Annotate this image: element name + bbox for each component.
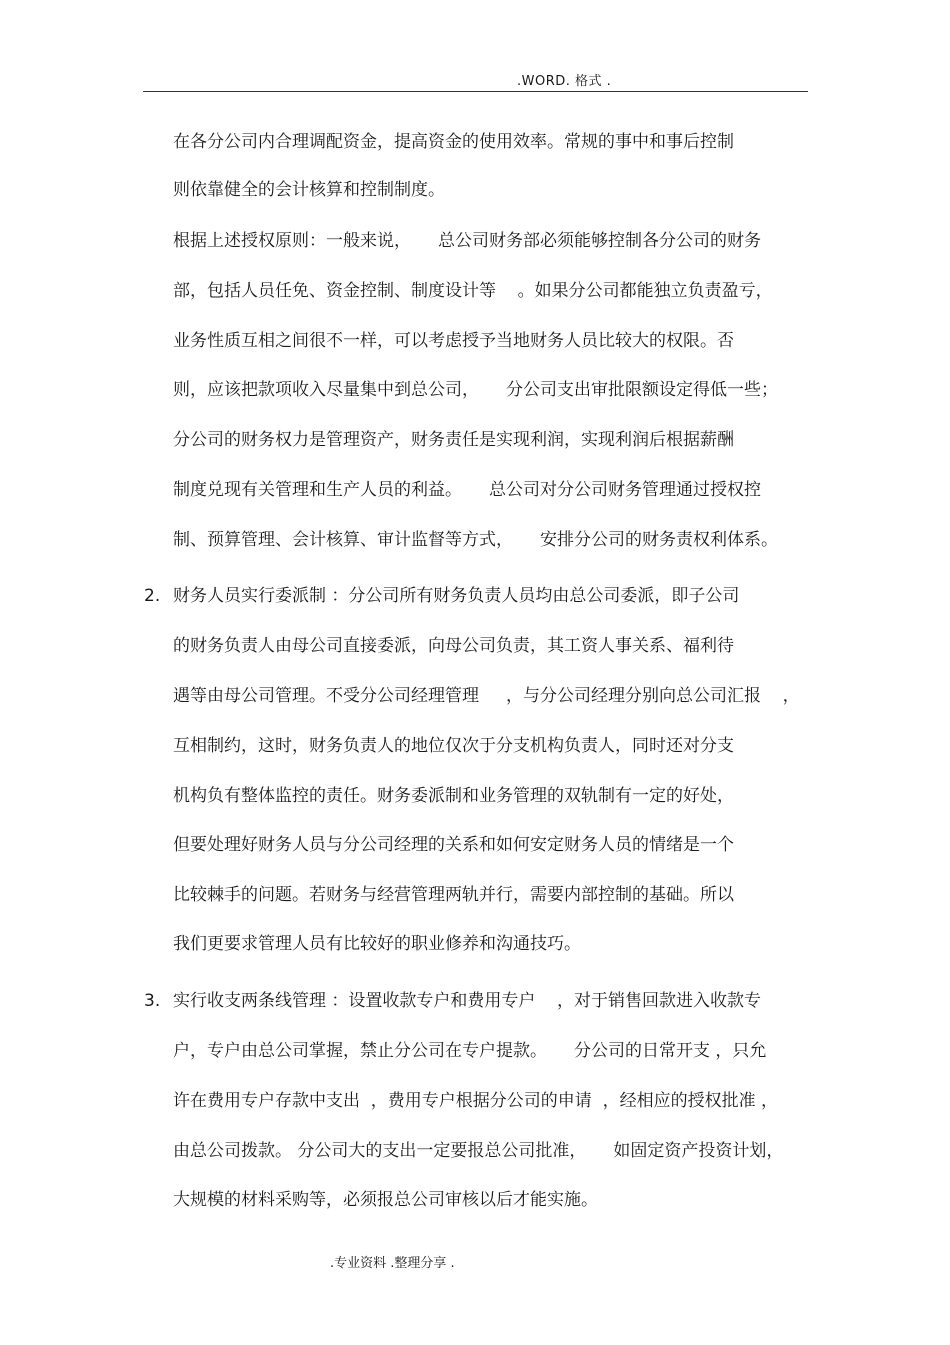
- list-item-line: 由总公司拨款。 分公司大的支出一定要报总公司批准， 如固定资产投资计划，: [173, 1141, 784, 1161]
- paragraph-line: 制度兑现有关管理和生产人员的利益。 总公司对分公司财务管理通过授权控: [173, 480, 762, 500]
- list-item-line: 遇等由母公司管理。不受分公司经理管理 ，与分公司经理分别向总公司汇报 ，: [173, 686, 800, 706]
- list-item-line: 互相制约，这时，财务负责人的地位仅次于分支机构负责人，同时还对分支: [173, 736, 734, 756]
- list-item-line: 大规模的材料采购等，必须报总公司审核以后才能实施。: [173, 1190, 598, 1210]
- paragraph-line: 根据上述授权原则：一般来说， 总公司财务部必须能够控制各分公司的财务: [173, 231, 762, 251]
- paragraph-line: 则依靠健全的会计核算和控制制度。: [173, 180, 445, 200]
- list-item-line: 财务人员实行委派制 ：分公司所有财务负责人员均由总公司委派，即子公司: [173, 586, 740, 606]
- list-item-line: 实行收支两条线管理 ：设置收款专户和费用专户 ，对于销售回款进入收款专: [173, 991, 762, 1011]
- page-header-text: .WORD. 格式 .: [517, 74, 612, 89]
- paragraph-line: 则，应该把款项收入尽量集中到总公司， 分公司支出审批限额设定得低一些；: [173, 380, 779, 400]
- list-item-line: 比较棘手的问题。若财务与经营管理两轨并行，需要内部控制的基础。所以: [173, 885, 734, 905]
- list-item-line: 机构负有整体监控的责任。财务委派制和业务管理的双轨制有一定的好处，: [173, 786, 734, 806]
- list-item-number: 3.: [144, 991, 161, 1011]
- paragraph-line: 制、预算管理、会计核算、审计监督等方式， 安排分公司的财务责权利体系。: [173, 530, 779, 550]
- list-item-line: 许在费用专户存款中支出 ，费用专户根据分公司的申请 ，经相应的授权批准 ，: [173, 1091, 779, 1111]
- list-item-line: 但要处理好财务人员与分公司经理的关系和如何安定财务人员的情绪是一个: [173, 835, 734, 855]
- paragraph-line: 在各分公司内合理调配资金，提高资金的使用效率。常规的事中和事后控制: [173, 132, 734, 152]
- header-divider: [143, 91, 808, 92]
- list-item-line: 的财务负责人由母公司直接委派，向母公司负责，其工资人事关系、福利待: [173, 636, 734, 656]
- list-item-number: 2.: [144, 586, 161, 606]
- paragraph-line: 分公司的财务权力是管理资产，财务责任是实现利润，实现利润后根据薪酬: [173, 430, 734, 450]
- list-item-line: 户，专户由总公司掌握，禁止分公司在专户提款。 分公司的日常开支 ，只允: [173, 1041, 767, 1061]
- paragraph-line: 业务性质互相之间很不一样，可以考虑授予当地财务人员比较大的权限。否: [173, 331, 734, 351]
- list-item-line: 我们更要求管理人员有比较好的职业修养和沟通技巧。: [173, 934, 581, 954]
- page-footer-text: .专业资料 .整理分享 .: [330, 1256, 455, 1271]
- paragraph-line: 部，包括人员任免、资金控制、制度设计等 。如果分公司都能独立负责盈亏，: [173, 281, 773, 301]
